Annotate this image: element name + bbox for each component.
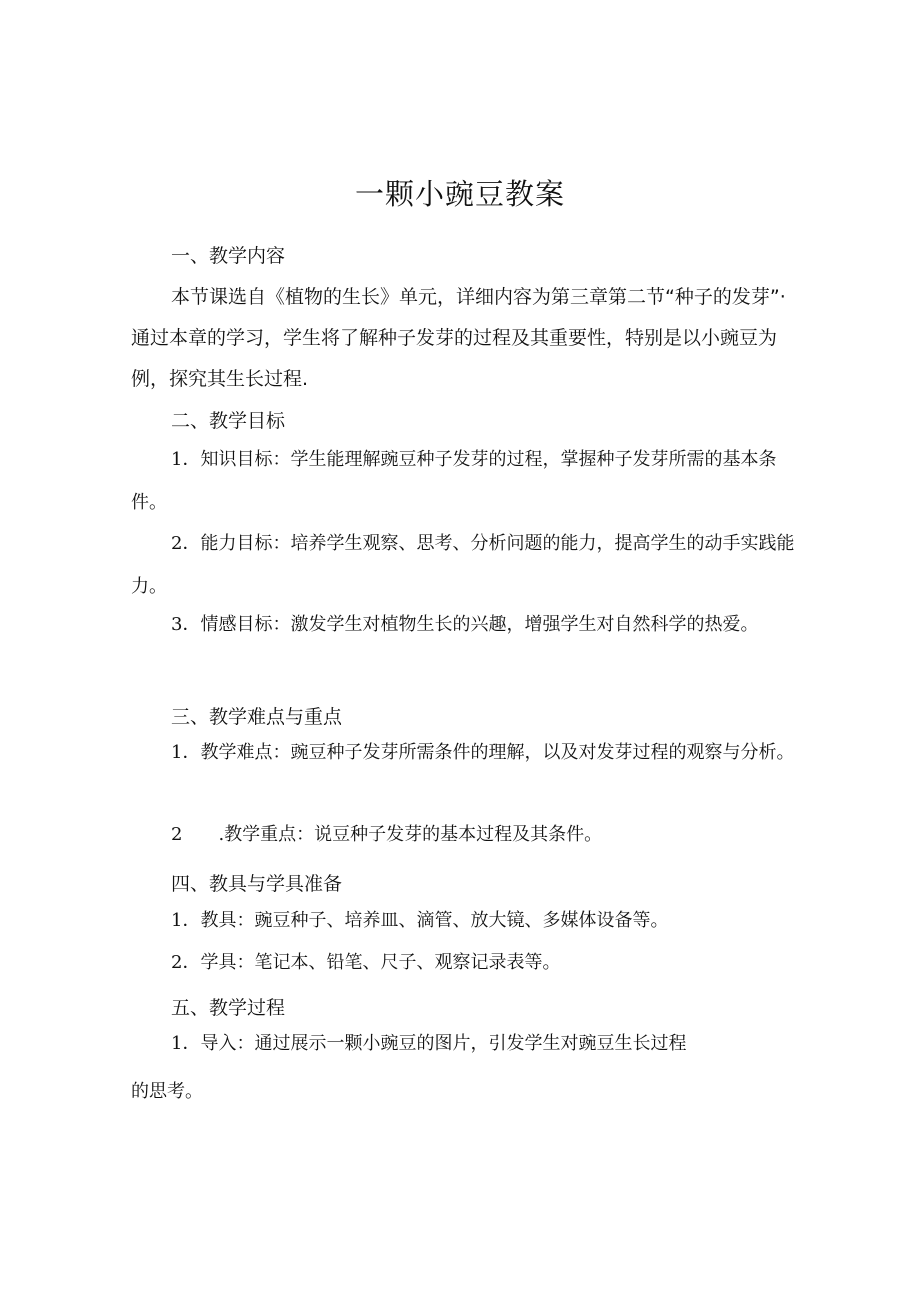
- section-heading-content: 一、教学内容: [171, 245, 286, 267]
- section-heading-objectives: 二、教学目标: [171, 410, 286, 432]
- section-heading-process: 五、教学过程: [171, 997, 286, 1019]
- materials-item-students: 2．学具：笔记本、铅笔、尺子、观察记录表等。: [171, 952, 561, 973]
- section-heading-difficulties: 三、教学难点与重点: [171, 706, 343, 728]
- materials-item-teaching: 1．教具：豌豆种子、培养皿、滴管、放大镜、多媒体设备等。: [171, 910, 669, 931]
- section-heading-materials: 四、教具与学具准备: [171, 873, 343, 895]
- objective-item-emotion: 3．情感目标：激发学生对植物生长的兴趣，增强学生对自然科学的热爱。: [171, 614, 759, 635]
- objective-item-knowledge: 1．知识目标：学生能理解豌豆种子发芽的过程，掌握种子发芽所需的基本条件。: [131, 449, 777, 513]
- keypoint-item: 2 .教学重点：说豆种子发芽的基本过程及其条件。: [171, 824, 603, 845]
- section-paragraph-content: 本节课选自《植物的生长》单元，详细内容为第三章第二节“种子的发芽”·通过本章的学习，学生将了解种子发芽的过程及其重要性，特别是以小豌豆为例，探究其生长过程.: [131, 286, 786, 390]
- process-item-intro-continued: 的思考。: [131, 1081, 203, 1102]
- objective-item-ability: 2．能力目标：培养学生观察、思考、分析问题的能力，提高学生的动手实践能力。: [131, 533, 795, 597]
- document-title: 一颗小豌豆教案: [354, 177, 565, 211]
- difficulty-item: 1．教学难点：豌豆种子发芽所需条件的理解，以及对发芽过程的观察与分析。: [171, 742, 795, 763]
- process-item-intro: 1．导入：通过展示一颗小豌豆的图片，引发学生对豌豆生长过程: [171, 1033, 687, 1054]
